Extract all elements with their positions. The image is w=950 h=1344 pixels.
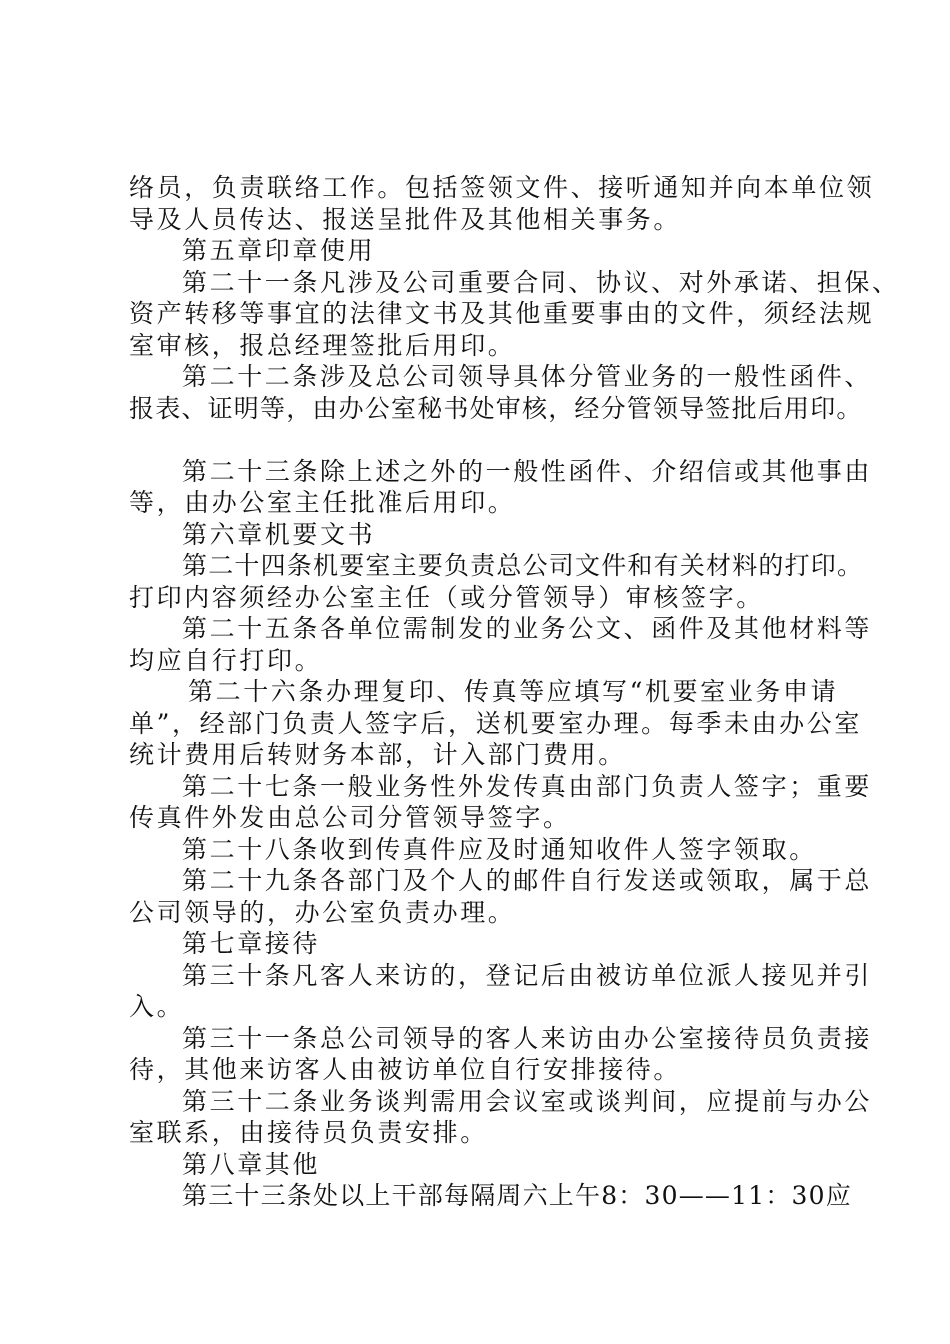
article-line: 第三十条凡客人来访的，登记后由被访单位派人接见并引 <box>182 960 873 990</box>
article-line: 第二十一条凡涉及公司重要合同、协议、对外承诺、担保、 <box>182 267 900 297</box>
article-line: 第二十八条收到传真件应及时通知收件人签字领取。 <box>182 834 817 864</box>
article-line: 第三十二条业务谈判需用会议室或谈判间，应提前与办公 <box>182 1086 873 1116</box>
article-line: 第二十三条除上述之外的一般性函件、介绍信或其他事由 <box>182 456 873 486</box>
text-line: 等，由办公室主任批准后用印。 <box>129 488 516 517</box>
text-line: 公司领导的，办公室负责办理。 <box>129 897 516 927</box>
article-line: 第二十六条办理复印、传真等应填写“机要室业务申请 <box>188 677 839 706</box>
blank-line <box>129 424 834 456</box>
article-line: 第二十九条各部门及个人的邮件自行发送或领取，属于总 <box>182 866 873 895</box>
text-line: 单”，经部门负责人签字后，送机要室办理。每季未由办公室 <box>129 708 862 738</box>
text-line: 室审核，报总经理签批后用印。 <box>129 330 516 360</box>
text-line: 资产转移等事宜的法律文书及其他重要事由的文件，须经法规 <box>129 299 875 328</box>
text-line: 报表、证明等，由办公室秘书处审核，经分管领导签批后用印。 <box>129 393 863 423</box>
article-line: 第二十七条一般业务性外发传真由部门负责人签字；重要 <box>182 771 873 801</box>
text-line: 传真件外发由总公司分管领导签字。 <box>129 803 571 832</box>
text-line: 打印内容须经办公室主任（或分管领导）审核签字。 <box>129 582 764 612</box>
article-line: 第二十五条各单位需制发的业务公文、函件及其他材料等 <box>182 614 873 643</box>
chapter-heading: 第六章机要文书 <box>182 519 376 549</box>
article-line: 第二十四条机要室主要负责总公司文件和有关材料的打印。 <box>182 551 864 580</box>
text-line: 室联系，由接待员负责安排。 <box>129 1118 488 1147</box>
text-line: 络员，负责联络工作。包括签领文件、接听通知并向本单位领 <box>129 173 875 202</box>
document-body <box>129 172 900 1212</box>
article-line: 第二十二条涉及总公司领导具体分管业务的一般性函件、 <box>182 362 873 391</box>
chapter-heading: 第七章接待 <box>182 929 321 958</box>
chapter-heading: 第八章其他 <box>182 1149 321 1179</box>
text-line: 统计费用后转财务本部，计入部门费用。 <box>129 740 626 769</box>
article-line: 第三十三条处以上干部每隔周六上午8：30——11：30应 <box>182 1181 852 1210</box>
text-line: 均应自行打印。 <box>129 645 323 675</box>
chapter-heading: 第五章印章使用 <box>182 236 376 265</box>
text-line: 待，其他来访客人由被访单位自行安排接待。 <box>129 1055 682 1084</box>
article-line: 第三十一条总公司领导的客人来访由办公室接待员负责接 <box>182 1023 873 1053</box>
text-line: 导及人员传达、报送呈批件及其他相关事务。 <box>129 204 682 234</box>
text-line: 入。 <box>129 992 185 1021</box>
